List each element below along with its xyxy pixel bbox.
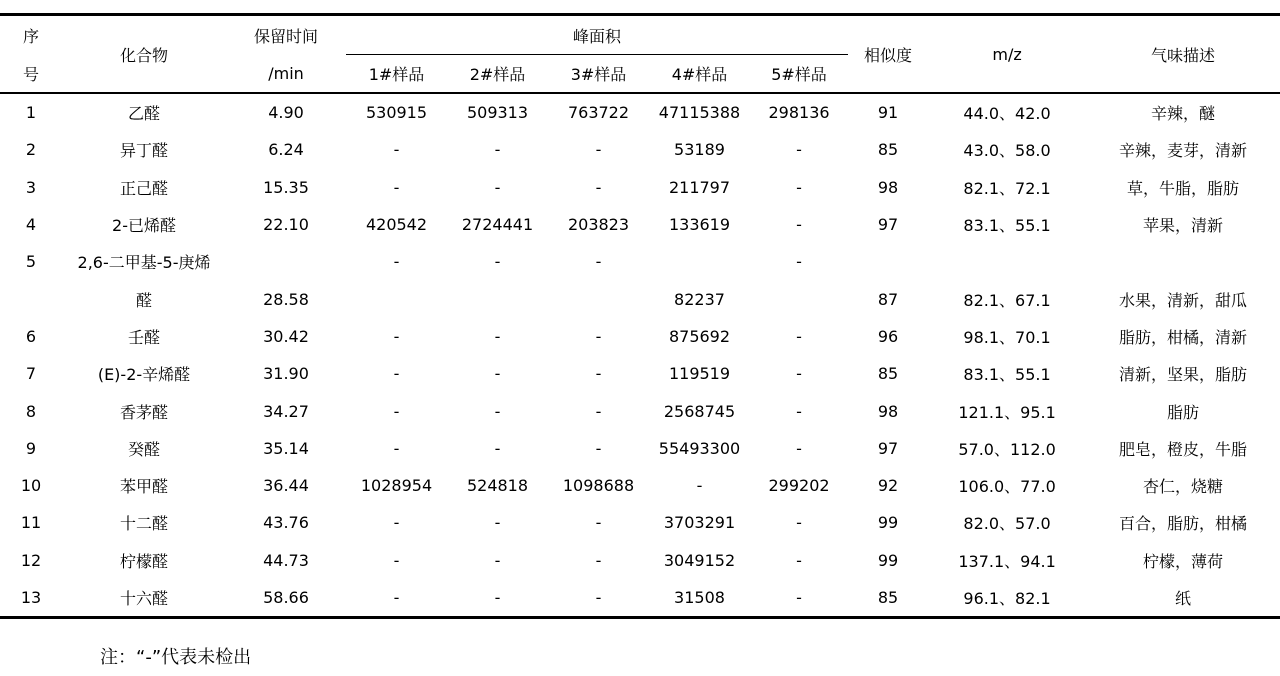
cell-sample-1: -: [393, 140, 400, 160]
cell-index: [0, 280, 62, 317]
header-compound: 化合物: [62, 15, 226, 94]
cell-sample-4: 3703291: [663, 513, 736, 533]
cell-compound: 乙醛: [127, 104, 160, 124]
cell-similarity: 98: [877, 177, 899, 197]
cell-sample-2: -: [494, 252, 501, 272]
cell-sample-4: 47115388: [658, 103, 741, 123]
cell-mz: 57.0、112.0: [958, 439, 1056, 459]
cell-sample-5: [750, 280, 848, 317]
cell-sample-1: -: [346, 579, 447, 618]
header-odor: 气味描述: [1086, 15, 1280, 94]
cell-sample-5: -: [796, 177, 802, 197]
cell-sample-2: -: [494, 140, 501, 160]
cell-sample-2: -: [494, 401, 501, 421]
cell-similarity: 85: [848, 579, 928, 618]
cell-similarity: 91: [877, 103, 899, 123]
cell-retention-time: 34.27: [263, 401, 309, 421]
cell-retention-time: [226, 243, 346, 280]
cell-sample-5: -: [796, 401, 802, 421]
table-header: [0, 15, 1280, 94]
table-row: [0, 355, 1280, 392]
cell-sample-5: -: [796, 438, 802, 458]
cell-similarity: 99: [877, 550, 899, 570]
cell-mz: [928, 243, 1086, 280]
cell-sample-2: 524818: [466, 476, 529, 496]
cell-mz: 82.0、57.0: [963, 514, 1051, 534]
table-row: [0, 243, 1280, 280]
cell-sample-2: -: [494, 513, 501, 533]
cell-similarity: 92: [877, 476, 899, 496]
cell-sample-1: -: [393, 252, 400, 272]
cell-odor: 水果，清新，甜瓜: [1119, 290, 1248, 310]
cell-sample-2: [447, 280, 548, 317]
cell-retention-time: 58.66: [226, 579, 346, 618]
header-sample-3: 3#样品: [548, 55, 649, 94]
table-row: [0, 131, 1280, 168]
cell-odor: 苹果，清新: [1143, 216, 1224, 236]
cell-sample-3: -: [595, 438, 602, 458]
cell-sample-5: -: [796, 140, 802, 160]
cell-retention-time: 43.76: [263, 513, 309, 533]
cell-sample-4: [649, 243, 750, 280]
compound-table-wrapper: [0, 13, 1280, 619]
cell-retention-time: 44.73: [263, 550, 309, 570]
cell-sample-4: -: [696, 476, 703, 496]
cell-sample-3: -: [595, 252, 602, 272]
cell-sample-5: 298136: [768, 103, 830, 123]
cell-sample-1: -: [393, 364, 400, 384]
cell-sample-3: 203823: [567, 215, 630, 235]
header-peak-area: 峰面积: [346, 15, 848, 55]
cell-compound: 十二醛: [119, 514, 168, 534]
cell-sample-2: -: [447, 579, 548, 618]
cell-sample-2: 509313: [466, 103, 529, 123]
table-row: [0, 467, 1280, 504]
cell-sample-5: 299202: [768, 476, 830, 496]
cell-retention-time: 30.42: [263, 326, 309, 346]
cell-sample-4: 82237: [674, 289, 725, 309]
cell-similarity: 85: [877, 140, 899, 160]
cell-sample-4: 133619: [668, 215, 731, 235]
cell-similarity: [848, 243, 928, 280]
cell-sample-2: -: [494, 177, 501, 197]
cell-mz: 83.1、55.1: [963, 365, 1051, 385]
cell-sample-1: -: [393, 326, 400, 346]
cell-odor: 脂肪，柑橘，清新: [1119, 327, 1248, 347]
table-row: [0, 169, 1280, 206]
table-row: [0, 579, 1280, 618]
table-row: [0, 430, 1280, 467]
cell-sample-1: -: [393, 513, 400, 533]
cell-sample-3: -: [595, 326, 602, 346]
cell-similarity: 96: [877, 326, 899, 346]
cell-sample-5: -: [796, 326, 802, 346]
cell-sample-1: -: [393, 550, 400, 570]
cell-retention-time: 31.90: [263, 364, 309, 384]
cell-sample-5: -: [796, 252, 802, 272]
cell-sample-4: 119519: [668, 364, 731, 384]
cell-similarity: 98: [877, 401, 899, 421]
cell-sample-5: -: [750, 579, 848, 618]
cell-sample-1: [346, 280, 447, 317]
table-row: [0, 206, 1280, 243]
cell-compound: 醛: [135, 290, 152, 310]
cell-sample-4: 53189: [674, 140, 725, 160]
header-index-bottom: 号: [0, 55, 62, 94]
compound-table: [0, 13, 1280, 619]
cell-mz: 106.0、77.0: [958, 477, 1056, 497]
table-row: [0, 318, 1280, 355]
cell-sample-2: 2724441: [461, 215, 534, 235]
cell-sample-5: -: [796, 215, 802, 235]
cell-odor: 百合，脂肪，柑橘: [1119, 514, 1248, 534]
cell-sample-3: 1098688: [562, 476, 635, 496]
cell-sample-1: 530915: [365, 103, 428, 123]
header-sample-5: 5#样品: [750, 55, 848, 94]
cell-compound: 正己醛: [119, 178, 168, 198]
cell-odor: 柠檬，薄荷: [1143, 551, 1224, 571]
header-rt-bottom: /min: [226, 55, 346, 94]
cell-index: 10: [20, 476, 42, 496]
cell-odor: 辛辣，麦芽，清新: [1119, 141, 1248, 161]
header-index-top: 序: [0, 15, 62, 55]
cell-retention-time: 35.14: [263, 438, 309, 458]
cell-index: 4: [25, 215, 37, 235]
cell-compound: 苯甲醛: [119, 477, 168, 497]
cell-index: 8: [25, 401, 37, 421]
cell-index: 13: [0, 579, 62, 618]
cell-odor: 杏仁，烧糖: [1143, 477, 1224, 497]
cell-odor: 草，牛脂，脂肪: [1127, 178, 1240, 198]
cell-index: 6: [25, 326, 37, 346]
table-row: [0, 280, 1280, 317]
cell-mz: 121.1、95.1: [958, 402, 1056, 422]
cell-mz: 82.1、67.1: [963, 290, 1051, 310]
header-mz: m/z: [928, 15, 1086, 94]
cell-compound: 2-已烯醛: [112, 216, 176, 236]
cell-sample-1: -: [393, 177, 400, 197]
cell-index: 7: [25, 364, 37, 384]
cell-index: 2: [25, 140, 37, 160]
header-sample-4: 4#样品: [649, 55, 750, 94]
table-body: [0, 93, 1280, 618]
cell-sample-3: -: [595, 177, 602, 197]
cell-sample-5: -: [796, 364, 802, 384]
cell-compound: 异丁醛: [119, 141, 168, 161]
cell-sample-4: 31508: [649, 579, 750, 618]
cell-index: 3: [25, 177, 37, 197]
cell-retention-time: 6.24: [268, 140, 304, 160]
cell-mz: 44.0、42.0: [963, 104, 1051, 124]
cell-retention-time: 15.35: [263, 177, 309, 197]
cell-compound: 癸醛: [127, 439, 160, 459]
header-sample-1: 1#样品: [346, 55, 447, 94]
cell-sample-3: -: [595, 401, 602, 421]
cell-compound: 壬醛: [127, 327, 160, 347]
header-similarity: 相似度: [848, 15, 928, 94]
cell-compound: 香茅醛: [119, 402, 168, 422]
table-row: [0, 542, 1280, 579]
table-row: [0, 93, 1280, 131]
cell-sample-3: 763722: [567, 103, 630, 123]
cell-sample-4: 55493300: [658, 438, 741, 458]
table-note: 注：“-”代表未检出: [100, 647, 252, 668]
cell-sample-1: -: [393, 401, 400, 421]
cell-sample-3: [548, 280, 649, 317]
cell-index: 1: [25, 103, 37, 123]
cell-sample-2: -: [494, 550, 501, 570]
cell-sample-4: 875692: [668, 326, 731, 346]
cell-sample-5: -: [796, 513, 802, 533]
cell-odor: 清新，坚果，脂肪: [1119, 365, 1248, 385]
cell-similarity: 87: [877, 289, 899, 309]
cell-similarity: 85: [877, 364, 899, 384]
cell-retention-time: 36.44: [263, 476, 309, 496]
cell-index: 12: [20, 550, 42, 570]
cell-compound: 2,6-二甲基-5-庚烯: [77, 253, 211, 273]
cell-retention-time: 22.10: [263, 215, 309, 235]
cell-odor: [1086, 243, 1280, 280]
table-row: [0, 392, 1280, 429]
cell-odor: 肥皂，橙皮，牛脂: [1119, 439, 1248, 459]
cell-mz: 98.1、70.1: [963, 327, 1051, 347]
cell-sample-4: 211797: [668, 177, 731, 197]
cell-odor: 脂肪: [1167, 402, 1200, 422]
cell-compound: 柠檬醛: [119, 551, 168, 571]
cell-compound: 十六醛: [62, 579, 226, 618]
cell-retention-time: 28.58: [263, 289, 309, 309]
cell-sample-1: 1028954: [360, 476, 433, 496]
cell-sample-3: -: [595, 513, 602, 533]
cell-sample-2: -: [494, 326, 501, 346]
cell-sample-3: -: [595, 550, 602, 570]
header-rt-top: 保留时间: [226, 15, 346, 55]
cell-index: 11: [20, 513, 42, 533]
cell-sample-2: -: [494, 364, 501, 384]
cell-retention-time: 4.90: [268, 103, 304, 123]
cell-sample-5: -: [796, 550, 802, 570]
cell-similarity: 99: [877, 513, 899, 533]
cell-sample-3: -: [548, 579, 649, 618]
cell-mz: 83.1、55.1: [963, 216, 1051, 236]
cell-similarity: 97: [877, 215, 899, 235]
cell-mz: 43.0、58.0: [963, 141, 1051, 161]
cell-compound: (E)-2-辛烯醛: [97, 365, 191, 385]
cell-sample-1: 420542: [365, 215, 428, 235]
cell-sample-4: 3049152: [663, 550, 736, 570]
cell-sample-1: -: [393, 438, 400, 458]
cell-sample-3: -: [595, 364, 602, 384]
header-sample-2: 2#样品: [447, 55, 548, 94]
cell-odor: 辛辣，醚: [1151, 104, 1216, 124]
cell-sample-2: -: [494, 438, 501, 458]
table-row: [0, 504, 1280, 541]
cell-mz: 82.1、72.1: [963, 178, 1051, 198]
cell-index: 5: [25, 252, 37, 272]
cell-sample-3: -: [595, 140, 602, 160]
cell-odor: 纸: [1086, 579, 1280, 618]
cell-mz: 96.1、82.1: [928, 579, 1086, 618]
cell-similarity: 97: [877, 438, 899, 458]
cell-index: 9: [25, 438, 37, 458]
cell-sample-4: 2568745: [663, 401, 736, 421]
cell-mz: 137.1、94.1: [958, 551, 1056, 571]
